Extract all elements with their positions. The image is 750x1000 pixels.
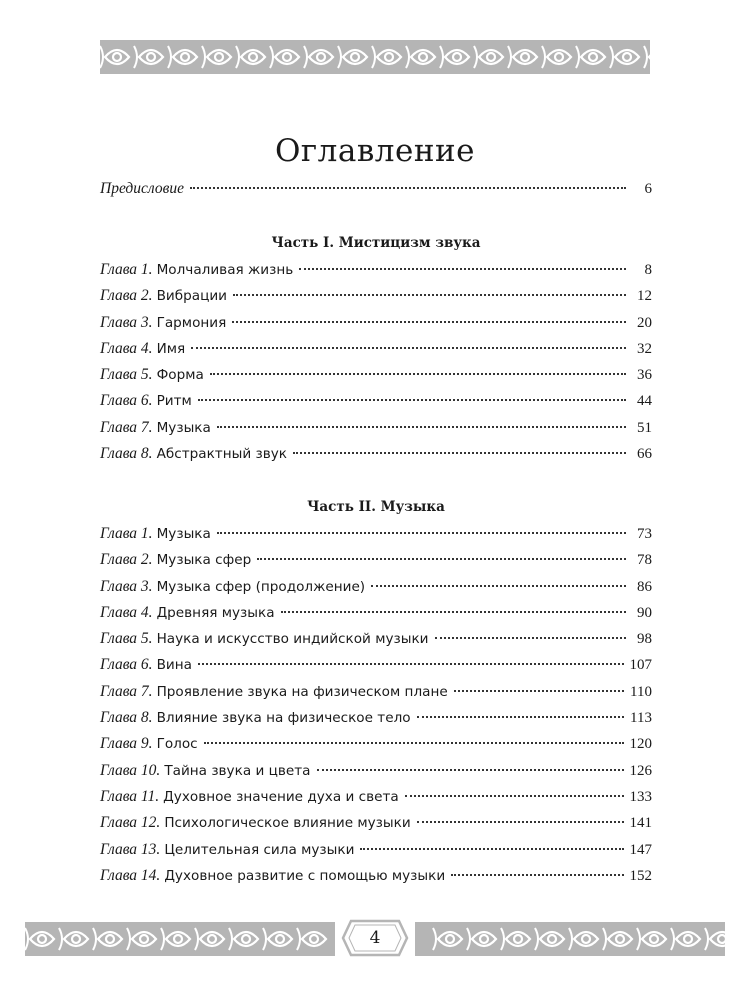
chapter-label: Глава 3.: [100, 577, 153, 595]
toc-row-chapter[interactable]: [100, 758, 652, 784]
leader-dots: [451, 874, 623, 876]
page-title: Оглавление: [275, 132, 475, 169]
part-heading: Часть I. Мистицизм звука: [271, 235, 481, 251]
chapter-label: Глава 4.: [100, 339, 153, 357]
chapter-title: Психологическое влияние музыки: [164, 815, 411, 832]
leader-dots: [454, 690, 624, 692]
chapter-title: Проявление звука на физическом плане: [156, 683, 448, 700]
chapter-label: Глава 14.: [100, 866, 161, 884]
toc-page-number: 86: [637, 578, 652, 595]
toc-page-number: 98: [637, 631, 652, 648]
chapter-title: Голос: [156, 736, 198, 753]
toc-row-chapter[interactable]: [100, 574, 652, 600]
toc-row-chapter[interactable]: [100, 626, 652, 652]
toc-page-number: 90: [637, 604, 652, 621]
toc-row-chapter[interactable]: [100, 521, 652, 547]
chapter-label: Глава 9.: [100, 735, 153, 753]
leader-dots: [281, 611, 626, 613]
toc-page-number: 107: [629, 657, 652, 674]
chapter-title: Ритм: [156, 393, 192, 410]
chapter-label: Глава 2.: [100, 287, 153, 305]
toc-page-number: 126: [629, 762, 652, 779]
leader-dots: [417, 821, 624, 823]
chapter-label: Глава 12.: [100, 814, 161, 832]
chapter-label: Глава 8.: [100, 709, 153, 727]
chapter-list: [100, 257, 652, 467]
toc-row-chapter[interactable]: [100, 652, 652, 678]
leader-dots: [257, 558, 626, 560]
toc-row-chapter[interactable]: [100, 837, 652, 863]
toc-row-chapter[interactable]: [100, 784, 652, 810]
toc-row-chapter[interactable]: [100, 600, 652, 626]
leader-dots: [317, 769, 624, 771]
leader-dots: [198, 399, 626, 401]
top-ornament-icon: [100, 40, 650, 74]
chapter-label: Глава 2.: [100, 551, 153, 569]
toc-page-number: 66: [637, 446, 652, 463]
chapter-title: Гармония: [156, 314, 227, 331]
chapter-list: [100, 521, 652, 889]
chapter-label: Глава 1.: [100, 261, 153, 278]
chapter-label: Глава 6.: [100, 392, 153, 410]
toc-row-chapter[interactable]: [100, 731, 652, 757]
leader-dots: [217, 426, 626, 428]
toc-page-number: 152: [629, 867, 652, 884]
toc-row-chapter[interactable]: [100, 336, 652, 362]
leader-dots: [204, 742, 624, 744]
chapter-title: Целительная сила музыки: [164, 841, 355, 858]
chapter-label: Глава 3.: [100, 313, 153, 331]
chapter-label: Глава 13.: [100, 840, 161, 858]
toc-page-number: 51: [637, 419, 652, 436]
chapter-title: Имя: [156, 340, 186, 357]
chapter-title: Духовное значение духа и света: [163, 788, 399, 805]
toc-row-chapter[interactable]: [100, 362, 652, 388]
chapter-title: Форма: [156, 367, 204, 384]
toc-row-chapter[interactable]: [100, 310, 652, 336]
leader-dots: [198, 663, 624, 665]
toc-row-chapter[interactable]: [100, 679, 652, 705]
toc-row-chapter[interactable]: [100, 547, 652, 573]
toc-row-chapter[interactable]: [100, 441, 652, 467]
chapter-label: Глава 1.: [100, 525, 153, 542]
toc-page-number: 78: [637, 552, 652, 569]
toc-row-chapter[interactable]: [100, 415, 652, 441]
toc-row-chapter[interactable]: [100, 863, 652, 889]
leader-dots: [217, 532, 626, 534]
chapter-title: Абстрактный звук: [156, 446, 287, 463]
leader-dots: [191, 347, 626, 349]
leader-dots: [405, 795, 624, 797]
toc-row-chapter[interactable]: [100, 810, 652, 836]
chapter-title: Тайна звука и цвета: [164, 762, 311, 779]
chapter-label: Глава 8.: [100, 445, 153, 463]
toc-page-number: 110: [630, 683, 652, 700]
chapter-title: Древняя музыка: [156, 604, 275, 621]
chapter-label: Глава 7.: [100, 682, 153, 700]
chapter-label: Глава 7.: [100, 418, 153, 436]
page-number-text: 4: [369, 928, 381, 948]
leader-dots: [190, 187, 626, 189]
toc-page-number: 32: [637, 340, 652, 357]
page-number: [341, 917, 409, 959]
chapter-title: Музыка сфер: [156, 552, 252, 569]
toc-part-2: [100, 493, 652, 889]
chapter-title: Духовное развитие с помощью музыки: [164, 867, 446, 884]
leader-dots: [371, 585, 626, 587]
part-heading: Часть II. Музыка: [307, 499, 445, 515]
toc-page-number: 147: [629, 841, 652, 858]
leader-dots: [417, 716, 624, 718]
chapter-label: Глава 5.: [100, 630, 153, 648]
toc-page-number: 12: [637, 288, 652, 305]
toc-row-chapter[interactable]: [100, 388, 652, 414]
chapter-title: Музыка: [156, 526, 211, 542]
toc-page-number: 8: [644, 262, 652, 278]
chapter-title: Музыка: [156, 419, 211, 436]
toc-page-number: 141: [629, 815, 652, 832]
chapter-title: Вибрации: [156, 288, 227, 305]
toc-row-chapter[interactable]: [100, 283, 652, 309]
chapter-title: Влияние звука на физическое тело: [156, 710, 411, 727]
chapter-label: Глава 11.: [100, 787, 160, 805]
chapter-title: Молчаливая жизнь: [156, 262, 294, 278]
toc-page-number: 120: [629, 736, 652, 753]
toc-page-number: 36: [637, 367, 652, 384]
toc-preface: [100, 176, 652, 202]
toc-page-number: 73: [637, 526, 652, 542]
toc-page-number: 44: [637, 393, 652, 410]
leader-dots: [360, 848, 623, 850]
toc-page-number: 133: [629, 788, 652, 805]
toc-row-chapter[interactable]: [100, 257, 652, 283]
toc-row-chapter[interactable]: [100, 705, 652, 731]
leader-dots: [435, 637, 626, 639]
leader-dots: [232, 321, 626, 323]
toc-page-number: 6: [644, 181, 652, 197]
toc-page-number: 20: [637, 314, 652, 331]
chapter-label: Глава 6.: [100, 656, 153, 674]
chapter-title: Наука и искусство индийской музыки: [156, 631, 429, 648]
toc-part-1: [100, 229, 652, 467]
toc-row-preface[interactable]: [100, 176, 652, 202]
leader-dots: [210, 373, 626, 375]
chapter-label: Глава 4.: [100, 603, 153, 621]
chapter-title: Вина: [156, 657, 192, 674]
leader-dots: [233, 294, 626, 296]
chapter-label: Глава 5.: [100, 366, 153, 384]
toc-page-number: 113: [630, 710, 652, 727]
toc-preface-label: Предисловие: [100, 180, 184, 197]
leader-dots: [293, 452, 626, 454]
chapter-label: Глава 10.: [100, 761, 161, 779]
leader-dots: [299, 268, 626, 270]
chapter-title: Музыка сфер (продолжение): [156, 578, 366, 595]
